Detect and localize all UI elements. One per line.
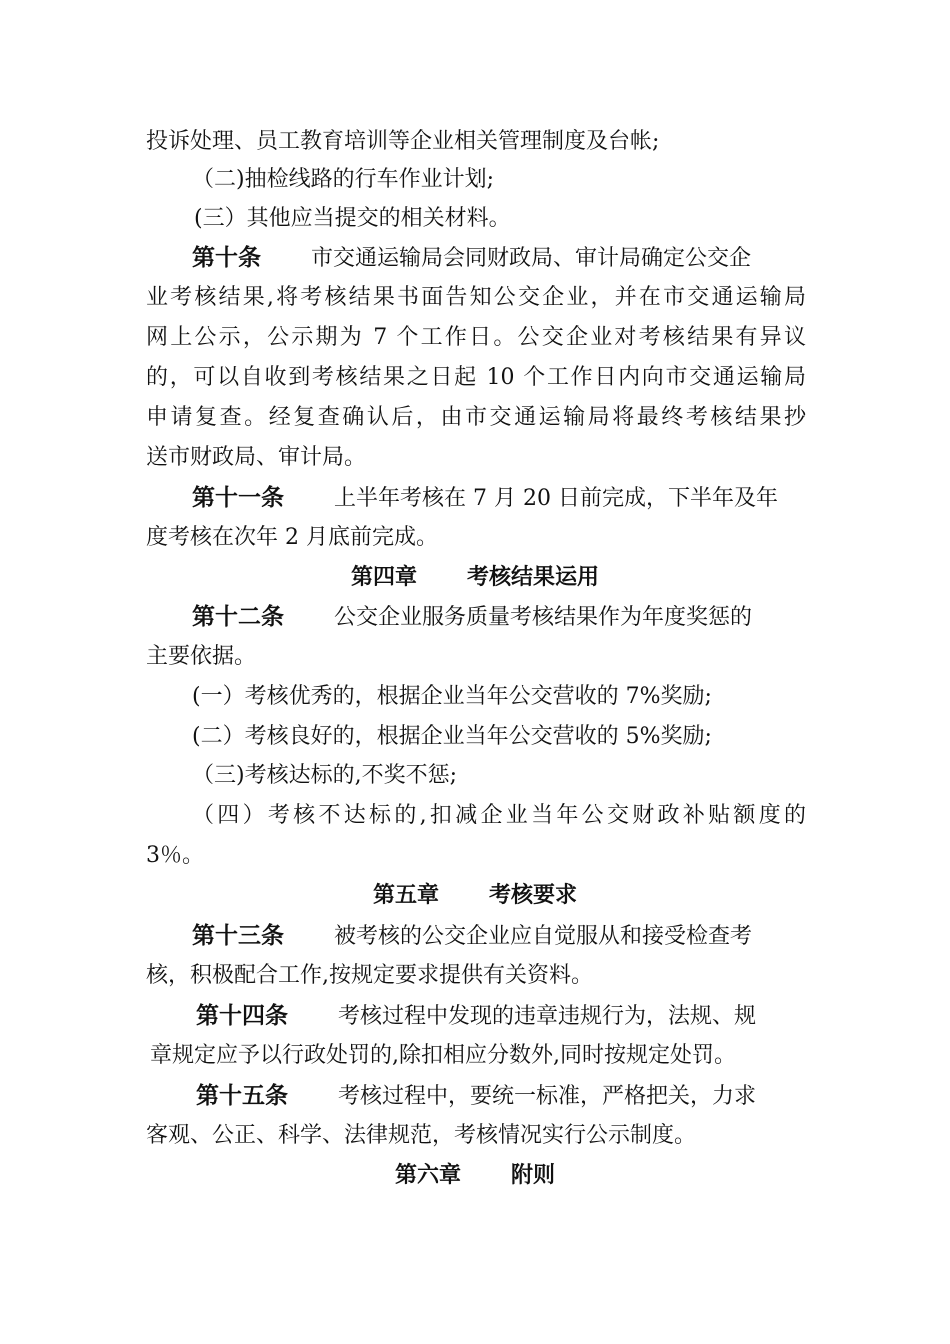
- article-label: 第十三条: [192, 922, 284, 949]
- list-item: （三)考核达标的,不奖不惩;: [192, 763, 457, 788]
- article-13: [192, 916, 806, 957]
- list-item: (一）考核优秀的，根据企业当年公交营收的 7%奖励;: [192, 684, 712, 709]
- article-label: 第十四条: [196, 1002, 288, 1029]
- list-item: （二)抽检线路的行车作业计划;: [192, 167, 494, 192]
- paragraph-line: 业考核结果,将考核结果书面告知公交企业，并在市交通运输局: [146, 285, 806, 310]
- article-14: [196, 996, 806, 1037]
- article-label: 第十条: [192, 244, 261, 271]
- article-label: 第十五条: [196, 1082, 288, 1109]
- list-item: (二）考核良好的，根据企业当年公交营收的 5%奖励;: [192, 724, 712, 749]
- chapter-heading-4: [0, 557, 950, 597]
- article-15: [196, 1076, 806, 1117]
- chapter-title: 考核结果运用: [467, 564, 600, 590]
- paragraph-line: 申请复查。经复查确认后，由市交通运输局将最终考核结果抄: [146, 405, 806, 430]
- list-item: （四）考核不达标的,扣减企业当年公交财政补贴额度的: [192, 803, 806, 828]
- article-label: 第十二条: [192, 603, 284, 630]
- paragraph-line: 网上公示，公示期为 7 个工作日。公交企业对考核结果有异议: [146, 325, 806, 350]
- paragraph-line: 度考核在次年 2 月底前完成。: [146, 525, 438, 550]
- chapter-heading-5: [0, 875, 950, 915]
- article-text: 考核过程中发现的违章违规行为，法规、规: [338, 1004, 757, 1029]
- chapter-title: 附则: [511, 1162, 556, 1188]
- article-label: 第十一条: [192, 484, 284, 511]
- article-10: [192, 238, 806, 279]
- article-text: 上半年考核在 7 月 20 日前完成，下半年及年: [334, 486, 778, 511]
- article-text: 被考核的公交企业应自觉服从和接受检查考: [334, 924, 753, 949]
- paragraph-line: 3％。: [146, 843, 204, 868]
- paragraph-line: 章规定应予以行政处罚的,除扣相应分数外,同时按规定处罚。: [150, 1043, 736, 1068]
- article-11: [192, 478, 806, 519]
- chapter-title: 考核要求: [489, 882, 578, 908]
- paragraph-line: 主要依据。: [146, 644, 257, 669]
- paragraph-line: 客观、公正、科学、法律规范，考核情况实行公示制度。: [146, 1123, 697, 1148]
- article-12: [192, 597, 806, 638]
- paragraph-line: 的，可以自收到考核结果之日起 10 个工作日内向市交通运输局: [146, 365, 806, 390]
- chapter-number: 第四章: [350, 564, 417, 590]
- chapter-number: 第六章: [394, 1162, 461, 1188]
- article-text: 市交通运输局会同财政局、审计局确定公交企: [311, 246, 752, 271]
- chapter-number: 第五章: [372, 882, 439, 908]
- list-item: (三）其他应当提交的相关材料。: [194, 206, 511, 231]
- chapter-heading-6: [0, 1155, 950, 1195]
- paragraph-line: 核，积极配合工作,按规定要求提供有关资料。: [146, 963, 593, 988]
- article-text: 考核过程中，要统一标准，严格把关，力求: [338, 1084, 757, 1109]
- paragraph-line: 送市财政局、审计局。: [146, 445, 367, 470]
- article-text: 公交企业服务质量考核结果作为年度奖惩的: [334, 605, 753, 630]
- paragraph-line: 投诉处理、员工教育培训等企业相关管理制度及台帐;: [146, 129, 660, 154]
